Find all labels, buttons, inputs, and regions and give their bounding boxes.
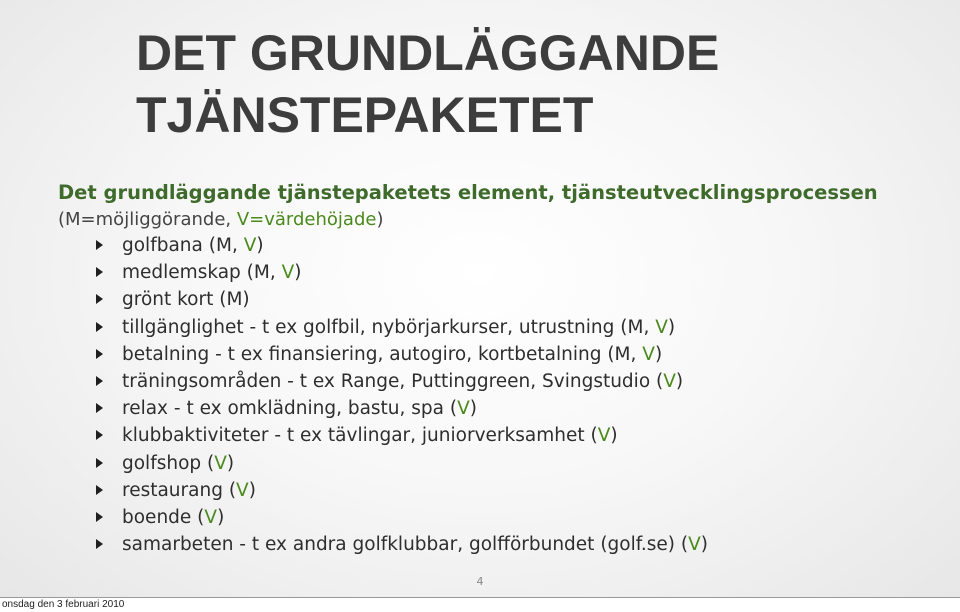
list-item-separator: , xyxy=(231,235,244,256)
list-item-text: träningsområden - t ex Range, Puttinggreen, Svingstudio ( xyxy=(122,370,664,392)
list-item-text: boende ( xyxy=(122,506,205,528)
triangle-bullet-icon xyxy=(96,349,103,359)
list-item-text: klubbaktiviteter - t ex tävlingar, juniorverksamhet ( xyxy=(122,425,598,447)
list-item-close: ) xyxy=(654,343,663,365)
list-item-v-tag: V xyxy=(688,534,701,556)
list-item-text: betalning - t ex finansiering, autogiro, kortbetalning ( xyxy=(122,343,615,365)
triangle-bullet-icon xyxy=(96,430,103,440)
list-item-separator: , xyxy=(630,343,643,365)
slide-title-line-2: TJÄNSTEPAKETET xyxy=(136,87,594,143)
slide-subtitle: Det grundläggande tjänstepaketets element, tjänsteutvecklingsprocessen xyxy=(58,181,878,204)
list-item-text: samarbeten - t ex andra golfklubbar, golfförbundet (golf.se) ( xyxy=(122,534,689,556)
list-item-v-tag: V xyxy=(663,370,676,392)
list-item-text: grönt kort ( xyxy=(122,289,227,311)
list-item xyxy=(96,368,708,395)
list-item-v-tag: V xyxy=(597,425,611,447)
triangle-bullet-icon xyxy=(96,458,103,468)
list-item-m-tag: M xyxy=(215,235,232,256)
list-item-separator: , xyxy=(269,262,282,284)
list-item xyxy=(96,286,708,313)
list-item-v-tag: V xyxy=(204,506,218,528)
list-item-v-tag: V xyxy=(236,479,249,501)
list-item-v-tag: V xyxy=(642,343,655,365)
list-item xyxy=(96,259,708,286)
triangle-bullet-icon xyxy=(96,267,103,277)
triangle-bullet-icon xyxy=(96,376,103,386)
list-item xyxy=(96,477,708,504)
list-item-text: restaurang ( xyxy=(122,479,237,501)
page-number: 4 xyxy=(476,575,484,588)
list-item-v-tag: V xyxy=(214,452,227,474)
list-item-close: ) xyxy=(248,479,256,501)
list-item-close: ) xyxy=(217,506,225,528)
list-item-text: tillgänglighet - t ex golfbil, nybörjarkurser, utrustning ( xyxy=(122,316,628,338)
list-item-v-tag: V xyxy=(243,235,257,256)
legend-v-definition: V=värdehöjade xyxy=(236,209,377,230)
list-item-text: medlemskap ( xyxy=(122,262,254,284)
list-item-close: ) xyxy=(610,425,618,447)
list-item-text: relax - t ex omklädning, bastu, spa ( xyxy=(122,398,458,420)
triangle-bullet-icon xyxy=(96,322,103,332)
legend-m-definition: M=möjliggörande, xyxy=(65,209,237,230)
list-item-close: ) xyxy=(700,534,708,556)
list-item xyxy=(96,232,708,259)
list-item xyxy=(96,504,708,531)
slide-title xyxy=(136,22,936,146)
footer-date: onsdag den 3 februari 2010 xyxy=(2,599,125,610)
triangle-bullet-icon xyxy=(96,294,103,304)
legend-open: ( xyxy=(58,209,66,230)
list-item xyxy=(96,422,708,449)
list-item-close: ) xyxy=(675,370,684,392)
bullet-list xyxy=(96,232,708,558)
list-item xyxy=(96,341,708,368)
list-item xyxy=(96,314,708,341)
list-item xyxy=(96,531,708,558)
list-item-m-tag: M xyxy=(226,289,243,311)
legend-line xyxy=(58,207,384,233)
list-item-text: golfshop ( xyxy=(122,452,215,474)
list-item-close: ) xyxy=(667,316,676,338)
list-item-v-tag: V xyxy=(281,262,295,284)
triangle-bullet-icon xyxy=(96,512,103,522)
triangle-bullet-icon xyxy=(96,539,103,549)
list-item-v-tag: V xyxy=(655,316,668,338)
list-item xyxy=(96,395,708,422)
triangle-bullet-icon xyxy=(96,240,103,250)
footer-bar xyxy=(0,597,960,612)
list-item-separator: , xyxy=(643,316,656,338)
list-item-v-tag: V xyxy=(457,398,470,420)
list-item-close: ) xyxy=(242,289,250,311)
list-item-close: ) xyxy=(256,235,264,256)
list-item-m-tag: M xyxy=(253,262,270,284)
list-item-close: ) xyxy=(469,398,477,420)
legend-close: ) xyxy=(376,209,384,230)
list-item-close: ) xyxy=(294,262,302,284)
list-item-m-tag: M xyxy=(614,343,631,365)
list-item xyxy=(96,450,708,477)
triangle-bullet-icon xyxy=(96,403,103,413)
slide-title-line-1: DET GRUNDLÄGGANDE xyxy=(136,25,720,81)
list-item-close: ) xyxy=(226,452,235,474)
list-item-text: golfbana ( xyxy=(122,235,216,256)
triangle-bullet-icon xyxy=(96,485,103,495)
list-item-m-tag: M xyxy=(627,316,644,338)
